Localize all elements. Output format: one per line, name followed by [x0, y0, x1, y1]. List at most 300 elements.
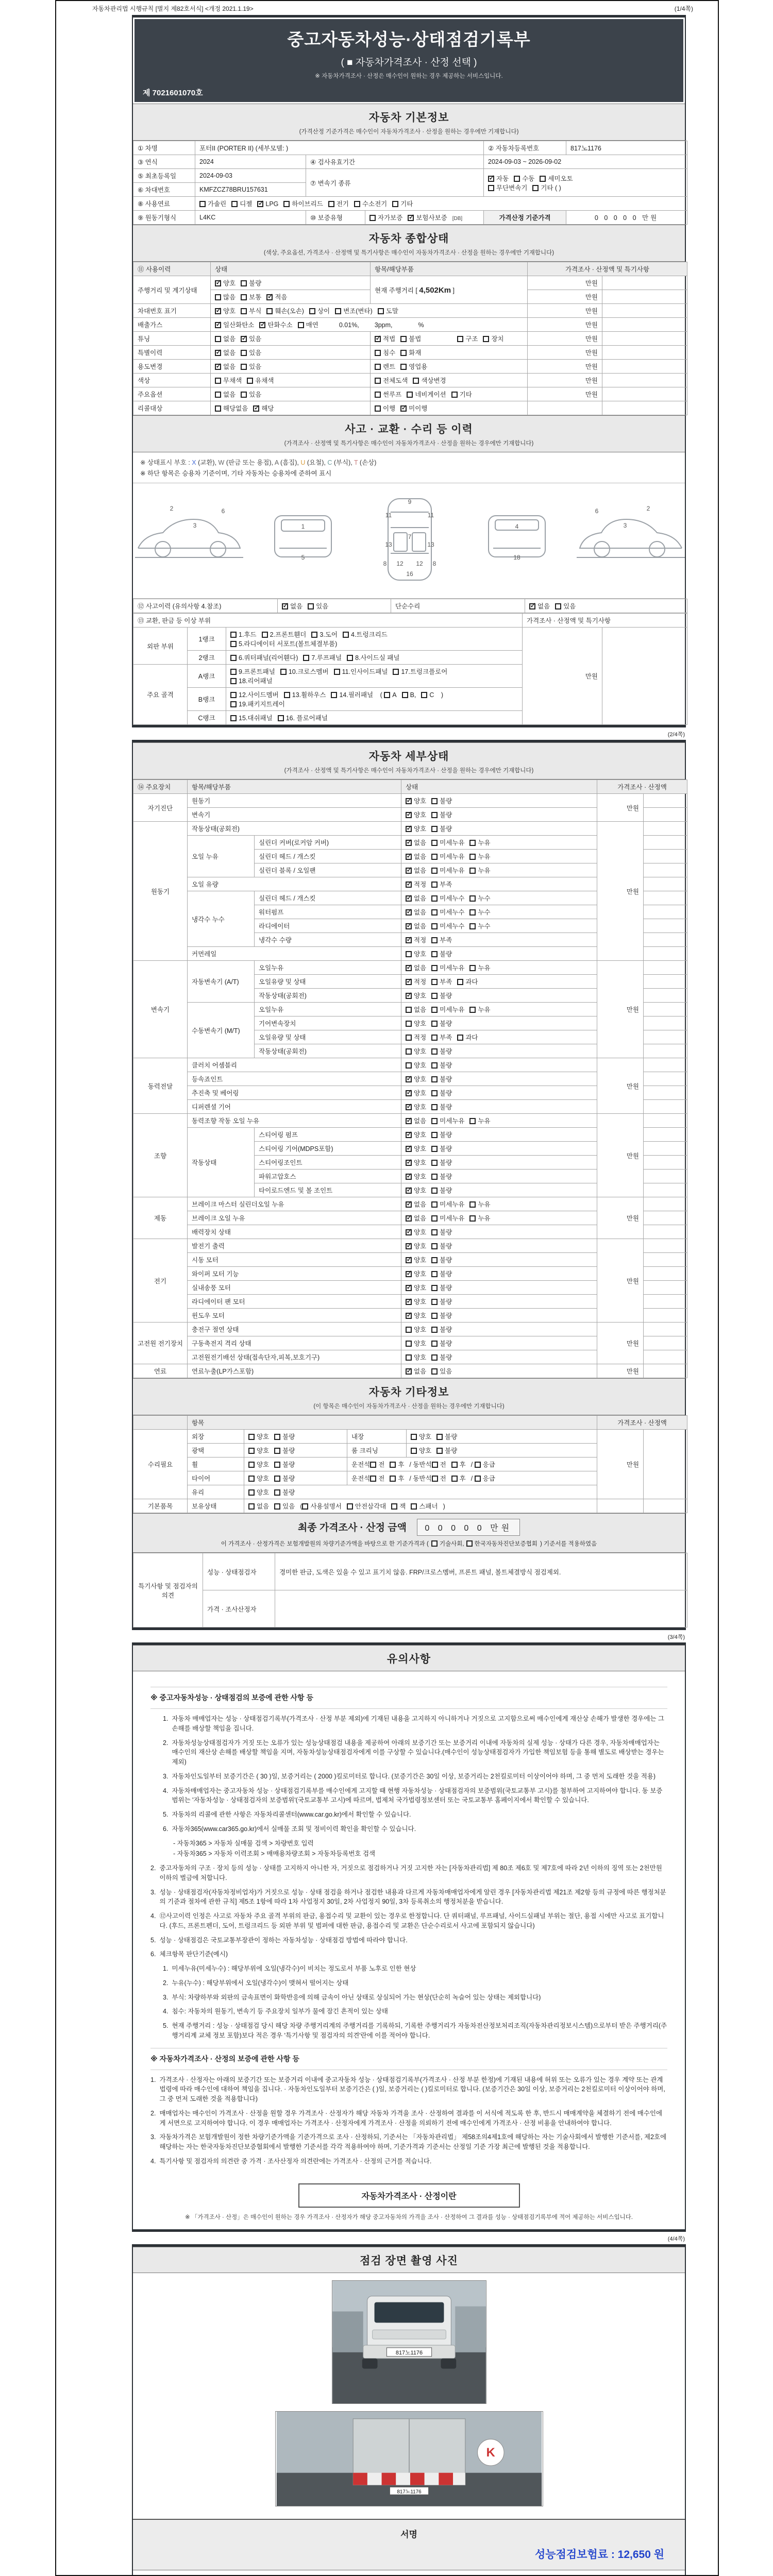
checkbox[interactable] — [406, 951, 412, 957]
checkbox-label: 해당없음 — [223, 405, 248, 412]
checkbox[interactable] — [283, 201, 290, 207]
checkbox[interactable] — [451, 392, 458, 398]
table-cell — [401, 794, 597, 808]
checkbox[interactable] — [215, 322, 221, 328]
checkbox[interactable] — [431, 854, 438, 860]
checkbox[interactable] — [406, 812, 412, 818]
checkbox[interactable] — [406, 882, 412, 888]
checkbox[interactable] — [393, 669, 399, 675]
cell-text: 원동기 — [150, 888, 170, 895]
check-option — [406, 1325, 426, 1334]
checkbox-label: 없음 — [414, 909, 427, 916]
checkbox[interactable] — [241, 350, 247, 356]
cell-text: 오일유량 및 상태 — [259, 1034, 306, 1041]
checkbox[interactable] — [375, 405, 381, 412]
checkbox[interactable] — [375, 392, 381, 398]
table-cell — [528, 276, 602, 290]
checkbox-label: 적음 — [275, 294, 288, 301]
checkbox[interactable] — [431, 1215, 438, 1222]
checkbox[interactable] — [431, 840, 438, 846]
checkbox[interactable] — [451, 1476, 458, 1482]
checkbox[interactable] — [431, 1048, 438, 1055]
checkbox[interactable] — [431, 798, 438, 804]
cell-text: / 동반석 — [409, 1461, 432, 1468]
checkbox[interactable] — [370, 1462, 376, 1468]
checkbox-label: 후 — [398, 1461, 405, 1468]
checkbox[interactable] — [241, 308, 247, 314]
table-cell — [401, 1336, 597, 1350]
checkbox[interactable] — [406, 993, 412, 999]
checkbox[interactable] — [431, 923, 438, 929]
checkbox-label: 양호 — [414, 798, 427, 805]
checkbox[interactable] — [375, 350, 381, 356]
checkbox-label: 양호 — [414, 1020, 427, 1027]
checkbox[interactable] — [406, 979, 412, 985]
checkbox[interactable] — [469, 1201, 476, 1208]
checkbox[interactable] — [406, 1341, 412, 1347]
checkbox[interactable] — [230, 692, 237, 698]
checkbox[interactable] — [370, 1476, 376, 1482]
checkbox[interactable] — [247, 378, 253, 384]
checkbox[interactable] — [347, 655, 353, 661]
checkbox[interactable] — [375, 378, 381, 384]
checkbox[interactable] — [406, 1048, 412, 1055]
checkbox[interactable] — [248, 1489, 255, 1496]
checkbox[interactable] — [406, 1021, 412, 1027]
checkbox[interactable] — [392, 201, 398, 207]
checkbox[interactable] — [280, 669, 287, 675]
checkbox[interactable] — [431, 1076, 438, 1082]
checkbox[interactable] — [406, 1146, 412, 1152]
table-cell — [371, 262, 528, 276]
checkbox[interactable] — [411, 1448, 417, 1454]
check-option — [406, 866, 426, 875]
table-cell — [644, 850, 687, 863]
checkbox[interactable] — [241, 392, 247, 398]
checkbox[interactable] — [483, 336, 489, 342]
check-option — [309, 306, 330, 315]
checkbox[interactable] — [400, 405, 407, 412]
checkbox[interactable] — [274, 1434, 280, 1440]
table-cell — [133, 1499, 188, 1513]
checkbox[interactable] — [431, 1243, 438, 1249]
checkbox[interactable] — [266, 308, 273, 314]
check-option — [431, 977, 452, 986]
checkbox[interactable] — [406, 1174, 412, 1180]
table-cell — [133, 1416, 188, 1430]
detail-state-note: (가격조사 · 산정액 및 특기사항은 매수인이 자동차가격조사 · 산정을 원하는 경우에만 기재합니다) — [284, 768, 534, 774]
page-marker-3: (3/4쪽) — [667, 1634, 685, 1640]
checkbox[interactable] — [378, 308, 384, 314]
legend-mark: (교환), — [196, 459, 219, 466]
cell-text: 동력전달 — [147, 1082, 173, 1090]
checkbox[interactable] — [406, 1368, 412, 1375]
check-option — [431, 796, 452, 805]
checkbox[interactable] — [248, 1503, 255, 1510]
checkbox[interactable] — [282, 603, 288, 609]
checkbox[interactable] — [431, 1540, 438, 1547]
signature-area[interactable] — [133, 2519, 685, 2570]
checkbox-label: 상이 — [317, 308, 330, 315]
checkbox[interactable] — [248, 1448, 255, 1454]
checkbox[interactable] — [469, 923, 476, 929]
checkbox[interactable] — [431, 1146, 438, 1152]
checkbox-label: 19.패키지트레이 — [239, 701, 285, 708]
checkbox[interactable] — [406, 1285, 412, 1291]
checkbox[interactable] — [406, 965, 412, 971]
checkbox[interactable] — [278, 715, 284, 721]
notice-subline: - 자동차365 > 자동차 이력조회 > 매매용차량조회 > 자동차등록번호 검색 — [173, 1850, 376, 1858]
checkbox[interactable] — [215, 308, 221, 314]
checkbox[interactable] — [457, 1035, 463, 1041]
checkbox[interactable] — [311, 632, 317, 638]
checkbox[interactable] — [262, 632, 268, 638]
checkbox[interactable] — [431, 1118, 438, 1124]
checkbox[interactable] — [407, 392, 413, 398]
cell-text: / 동반석 — [409, 1475, 432, 1482]
table-cell — [188, 665, 226, 688]
checkbox[interactable] — [431, 1062, 438, 1069]
checkbox[interactable] — [230, 641, 237, 647]
checkbox[interactable] — [406, 868, 412, 874]
checkbox[interactable] — [469, 1007, 476, 1013]
checkbox[interactable] — [257, 201, 263, 207]
check-option — [406, 796, 426, 805]
checkbox[interactable] — [514, 176, 520, 182]
inspection-photos — [133, 2273, 685, 2519]
checkbox[interactable] — [431, 1104, 438, 1110]
checkbox[interactable] — [406, 1229, 412, 1235]
checkbox[interactable] — [431, 1299, 438, 1305]
checkbox[interactable] — [241, 364, 247, 370]
checkbox[interactable] — [406, 1104, 412, 1110]
checkbox[interactable] — [274, 1462, 280, 1468]
checkbox[interactable] — [274, 1503, 280, 1510]
checkbox[interactable] — [431, 965, 438, 971]
checkbox[interactable] — [215, 364, 221, 370]
checkbox[interactable] — [309, 308, 315, 314]
checkbox[interactable] — [375, 364, 381, 370]
check-option — [514, 174, 534, 183]
checkbox[interactable] — [400, 364, 407, 370]
checkbox[interactable] — [406, 1327, 412, 1333]
check-option — [375, 334, 395, 343]
check-option — [266, 306, 304, 315]
checkbox[interactable] — [431, 937, 438, 943]
checkbox[interactable] — [431, 1174, 438, 1180]
cell-text: 워터펌프 — [259, 909, 284, 916]
checkbox[interactable] — [354, 201, 360, 207]
notice-item: 1. 미세누유(미세누수) : 해당부위에 오일(냉각수)이 비치는 정도로서 부품 노후로 인한 현상 — [163, 1965, 416, 1972]
checkbox[interactable] — [400, 350, 407, 356]
checkbox[interactable] — [347, 1503, 353, 1510]
table-cell — [188, 947, 401, 961]
checkbox-label: 변조(변타) — [343, 308, 373, 315]
checkbox[interactable] — [406, 854, 412, 860]
table-cell — [188, 1100, 401, 1114]
checkbox[interactable] — [421, 692, 427, 698]
check-option — [431, 907, 464, 917]
checkbox-label: 불량 — [440, 1173, 452, 1180]
checkbox[interactable] — [488, 185, 494, 191]
cell-text: 구동축전지 격리 상태 — [192, 1340, 251, 1347]
checkbox[interactable] — [406, 1007, 412, 1013]
overall-state-table — [133, 262, 687, 415]
checkbox[interactable] — [406, 1118, 412, 1124]
check-option — [431, 852, 464, 861]
checkbox[interactable] — [230, 678, 237, 684]
table-cell — [133, 614, 523, 628]
checkbox[interactable] — [469, 895, 476, 902]
checkbox[interactable] — [431, 1271, 438, 1277]
checkbox-label: 불량 — [282, 1447, 295, 1454]
checkbox[interactable] — [241, 294, 247, 300]
table-cell — [211, 374, 371, 387]
checkbox[interactable] — [431, 1007, 438, 1013]
checkbox[interactable] — [406, 1215, 412, 1222]
check-option — [406, 893, 426, 903]
checkbox[interactable] — [406, 1160, 412, 1166]
checkbox-label: 기타 ( ) — [541, 184, 561, 192]
checkbox-label: 없음 — [223, 363, 236, 370]
checkbox[interactable] — [253, 405, 259, 412]
checkbox[interactable] — [411, 1434, 417, 1440]
cell-text: 고전원전기배선 상태(접속단자,피복,보호기구) — [192, 1354, 320, 1361]
cell-text: 운전석 — [351, 1475, 371, 1482]
checkbox[interactable] — [457, 979, 463, 985]
checkbox[interactable] — [230, 632, 237, 638]
checkbox[interactable] — [274, 1476, 280, 1482]
checkbox[interactable] — [331, 692, 337, 698]
checkbox[interactable] — [475, 1476, 481, 1482]
checkbox[interactable] — [406, 1354, 412, 1361]
checkbox[interactable] — [241, 280, 247, 286]
checkbox[interactable] — [431, 993, 438, 999]
checkbox[interactable] — [406, 1076, 412, 1082]
checkbox[interactable] — [532, 185, 539, 191]
checkbox[interactable] — [406, 840, 412, 846]
checkbox[interactable] — [431, 1035, 438, 1041]
cell-text: 라디에이터 — [259, 923, 290, 930]
checkbox[interactable] — [335, 308, 341, 314]
checkbox[interactable] — [248, 1476, 255, 1482]
table-cell — [255, 850, 401, 863]
checkbox[interactable] — [431, 882, 438, 888]
check-option — [406, 852, 426, 861]
checkbox-label: 양호 — [414, 1062, 427, 1069]
checkbox[interactable] — [431, 1257, 438, 1263]
checkbox[interactable] — [248, 1462, 255, 1468]
checkbox[interactable] — [391, 1503, 397, 1510]
checkbox[interactable] — [431, 1368, 438, 1375]
notice-item: 1. 자동차 매매업자는 성능 · 상태점검기록부(가격조사 · 산정 부분 제외)에 기재된 내용을 고지하지 아니하거나 거짓으로 고지함으로써 매수인에게 재산상 손해가 발생한 경우에는 그 손해를 배상할 책임을 집니다. — [163, 1715, 664, 1732]
checkbox[interactable] — [406, 937, 412, 943]
checkbox[interactable] — [406, 1257, 412, 1263]
checkbox[interactable] — [431, 1327, 438, 1333]
checkbox[interactable] — [400, 336, 407, 342]
table-cell — [133, 262, 211, 276]
checkbox[interactable] — [431, 826, 438, 832]
checkbox-label: 화재 — [409, 349, 422, 357]
checkbox[interactable] — [274, 1448, 280, 1454]
checkbox[interactable] — [308, 603, 314, 609]
checkbox[interactable] — [375, 336, 381, 342]
check-option — [469, 838, 490, 847]
checkbox[interactable] — [406, 826, 412, 832]
checkbox[interactable] — [215, 294, 221, 300]
checkbox[interactable] — [469, 854, 476, 860]
checkbox[interactable] — [302, 1503, 308, 1510]
check-option — [311, 630, 338, 639]
table-cell — [644, 1364, 687, 1378]
table-cell — [644, 1030, 687, 1044]
checkbox[interactable] — [431, 1201, 438, 1208]
checkbox[interactable] — [431, 868, 438, 874]
checkbox[interactable] — [215, 378, 221, 384]
checkbox[interactable] — [431, 895, 438, 902]
checkbox[interactable] — [469, 1215, 476, 1222]
checkbox[interactable] — [431, 909, 438, 916]
checkbox[interactable] — [431, 1021, 438, 1027]
checkbox[interactable] — [402, 692, 408, 698]
checkbox[interactable] — [406, 1062, 412, 1069]
checkbox[interactable] — [413, 378, 419, 384]
checkbox[interactable] — [384, 692, 390, 698]
checkbox[interactable] — [469, 1118, 476, 1124]
check-option — [231, 199, 252, 208]
checkbox[interactable] — [406, 1299, 412, 1305]
check-option — [469, 893, 490, 903]
checkbox[interactable] — [469, 965, 476, 971]
checkbox[interactable] — [215, 280, 221, 286]
checkbox[interactable] — [431, 1341, 438, 1347]
table-cell — [255, 891, 401, 905]
checkbox[interactable] — [274, 1489, 280, 1496]
checkbox-label: 누수 — [478, 909, 491, 916]
cell-text: 실내송풍 모터 — [192, 1284, 231, 1292]
table-cell — [644, 1142, 687, 1156]
checkbox[interactable] — [248, 1434, 255, 1440]
checkbox[interactable] — [432, 1476, 438, 1482]
checkbox[interactable] — [466, 1540, 473, 1547]
checkbox[interactable] — [475, 1462, 481, 1468]
checkbox[interactable] — [406, 1201, 412, 1208]
checkbox[interactable] — [406, 1313, 412, 1319]
checkbox[interactable] — [406, 1090, 412, 1096]
checkbox[interactable] — [199, 201, 206, 207]
checkbox-label: 불량 — [440, 811, 452, 819]
cell-text: 만원 — [626, 1277, 639, 1285]
checkbox[interactable] — [431, 1229, 438, 1235]
checkbox[interactable] — [488, 176, 494, 182]
cell-text: 운전석 — [351, 1461, 371, 1468]
table-cell — [644, 836, 687, 850]
checkbox[interactable] — [343, 632, 349, 638]
checkbox[interactable] — [555, 603, 561, 609]
checkbox[interactable] — [215, 405, 221, 412]
checkbox[interactable] — [334, 669, 340, 675]
checkbox[interactable] — [230, 655, 237, 661]
checkbox[interactable] — [469, 840, 476, 846]
checkbox[interactable] — [469, 868, 476, 874]
check-option — [241, 362, 261, 371]
checkbox[interactable] — [266, 294, 273, 300]
notice-subline: - 자동차365 > 자동차 실매물 검색 > 차량번호 입력 — [173, 1839, 314, 1847]
checkbox[interactable] — [406, 923, 412, 929]
checkbox[interactable] — [431, 1132, 438, 1138]
table-cell — [133, 387, 211, 401]
checkbox[interactable] — [215, 350, 221, 356]
checkbox[interactable] — [431, 1090, 438, 1096]
checkbox[interactable] — [390, 1462, 396, 1468]
checkbox[interactable] — [406, 895, 412, 902]
checkbox[interactable] — [406, 1243, 412, 1249]
checkbox[interactable] — [390, 1476, 396, 1482]
cell-text: 보유상태 — [192, 1503, 217, 1510]
checkbox[interactable] — [408, 215, 414, 221]
checkbox[interactable] — [431, 1188, 438, 1194]
checkbox[interactable] — [451, 1462, 458, 1468]
cell-text: 1랭크 — [198, 636, 215, 643]
notice-item: 3. 부식: 차량하부와 외판의 금속표면이 화학반응에 의해 금속이 아닌 상태로 상실되어 가는 현상(단순히 녹슬어 있는 상태는 제외합니다) — [163, 1993, 541, 2001]
checkbox[interactable] — [406, 1271, 412, 1277]
checkbox[interactable] — [215, 392, 221, 398]
checkbox[interactable] — [406, 798, 412, 804]
checkbox-label: 후 — [459, 1461, 466, 1468]
checkbox[interactable] — [457, 336, 463, 342]
checkbox[interactable] — [303, 655, 309, 661]
checkbox[interactable] — [406, 1132, 412, 1138]
checkbox[interactable] — [231, 201, 238, 207]
checkbox[interactable] — [540, 176, 546, 182]
checkbox[interactable] — [431, 1354, 438, 1361]
checkbox[interactable] — [230, 715, 237, 721]
table-cell — [371, 276, 528, 304]
checkbox-label: 누수 — [478, 895, 491, 902]
checkbox[interactable] — [230, 701, 237, 707]
checkbox[interactable] — [431, 1160, 438, 1166]
checkbox[interactable] — [259, 322, 265, 328]
checkbox[interactable] — [298, 322, 304, 328]
checkbox[interactable] — [369, 215, 376, 221]
check-option — [469, 852, 490, 861]
checkbox[interactable] — [406, 1188, 412, 1194]
checkbox[interactable] — [469, 909, 476, 916]
checkbox[interactable] — [431, 951, 438, 957]
checkbox[interactable] — [431, 1313, 438, 1319]
checkbox-label: 양호 — [414, 1340, 427, 1347]
checkbox[interactable] — [529, 603, 535, 609]
checkbox[interactable] — [241, 336, 247, 342]
checkbox[interactable] — [230, 669, 237, 675]
check-option — [241, 278, 261, 287]
checkbox[interactable] — [436, 1434, 443, 1440]
check-option — [529, 601, 550, 611]
checkbox[interactable] — [432, 1462, 438, 1468]
checkbox[interactable] — [411, 1503, 417, 1510]
checkbox[interactable] — [431, 812, 438, 818]
checkbox[interactable] — [406, 909, 412, 916]
checkbox[interactable] — [284, 692, 290, 698]
checkbox-label: 불량 — [440, 992, 452, 999]
checkbox[interactable] — [215, 336, 221, 342]
checkbox[interactable] — [431, 979, 438, 985]
checkbox[interactable] — [436, 1448, 443, 1454]
check-option — [334, 667, 388, 676]
checkbox[interactable] — [431, 1285, 438, 1291]
checkbox[interactable] — [328, 201, 334, 207]
checkbox[interactable] — [406, 1035, 412, 1041]
